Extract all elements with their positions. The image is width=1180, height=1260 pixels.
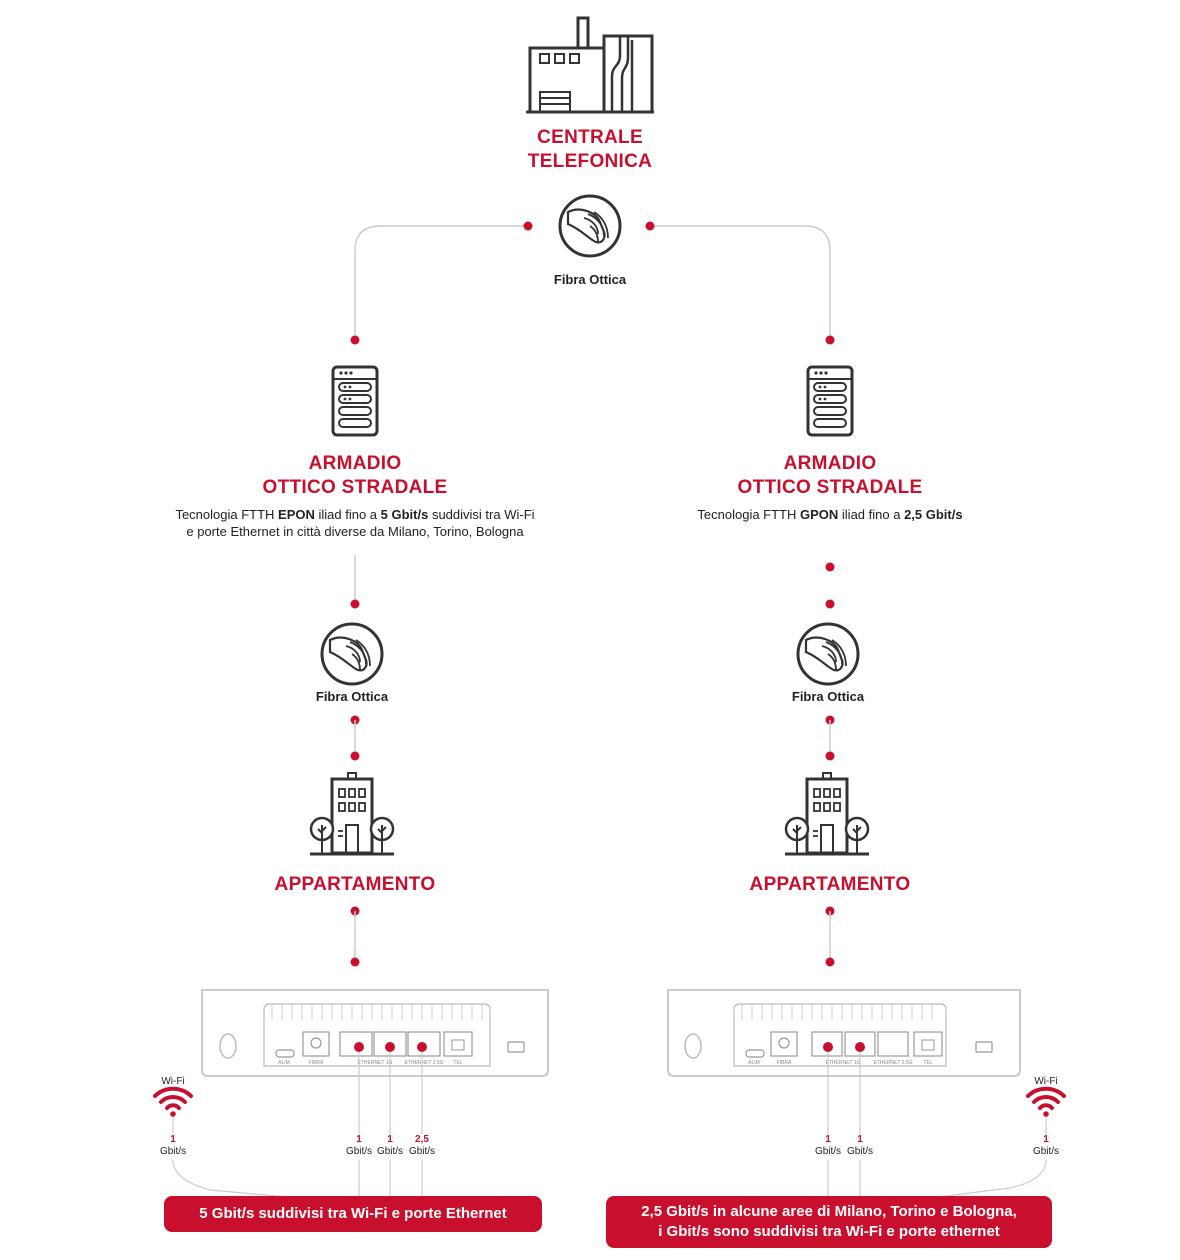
street-cabinet-icon — [333, 367, 377, 435]
fiber-optic-icon — [798, 624, 858, 684]
port-label-tel: TEL — [923, 1060, 933, 1066]
left-summary-note: 5 Gbit/s suddivisi tra Wi-Fi e porte Ethernet — [164, 1196, 542, 1232]
left-apartment-title: APPARTAMENTO — [274, 874, 436, 895]
left-desc-d: 5 Gbit/s — [380, 507, 429, 522]
right-note-line1: 2,5 Gbit/s in alcune aree di Milano, Torino e Bologna, — [641, 1203, 1017, 1220]
central-office-title — [440, 126, 740, 174]
speed-label — [153, 1134, 193, 1158]
right-cabinet-description — [620, 506, 1040, 523]
right-desc-d: 2,5 Gbit/s — [904, 507, 963, 522]
right-cabinet-title — [680, 452, 980, 500]
speed-unit: Gbit/s — [1032, 1146, 1060, 1157]
port-label-ethernet-25g: ETHERNET 2.5G — [404, 1060, 444, 1066]
left-cabinet-line1: ARMADIO — [308, 453, 402, 474]
apartment-building-icon — [785, 773, 869, 854]
speed-value: 1 — [387, 1134, 393, 1145]
fiber-label-right: Fibra Ottica — [791, 689, 865, 704]
left-desc-e: suddivisi tra Wi-Fi — [428, 507, 535, 522]
speed-value: 1 — [825, 1134, 831, 1145]
right-apartment-title: APPARTAMENTO — [749, 874, 911, 895]
port-label-ethernet-25g: ETHERNET 2.5G — [873, 1060, 913, 1066]
speed-unit: Gbit/s — [846, 1146, 874, 1157]
port-label-ethernet-1g: ETHERNET 1G — [357, 1060, 393, 1066]
right-cabinet-line1: ARMADIO — [783, 453, 877, 474]
left-desc-line2: e porte Ethernet in città diverse da Milano, Torino, Bologna — [186, 524, 524, 539]
speed-unit: Gbit/s — [408, 1146, 436, 1157]
speed-value: 1 — [857, 1134, 863, 1145]
left-cabinet-title — [205, 452, 505, 500]
port-label-alim: ALIM — [278, 1060, 290, 1066]
wifi-icon — [155, 1089, 191, 1117]
speed-value: 1 — [1043, 1134, 1049, 1145]
speed-label — [1026, 1134, 1066, 1158]
port-label-fibra: FIBRA — [776, 1060, 792, 1066]
fiber-label-left: Fibra Ottica — [315, 689, 389, 704]
left-desc-a: Tecnologia FTTH — [175, 507, 279, 522]
speed-value: 2,5 — [415, 1134, 429, 1145]
speed-value: 1 — [356, 1134, 362, 1145]
wifi-icon — [1028, 1089, 1064, 1117]
port-label-tel: TEL — [453, 1060, 463, 1066]
right-cabinet-line2: OTTICO STRADALE — [737, 477, 923, 498]
port-label-fibra: FIBRA — [308, 1060, 324, 1066]
street-cabinet-icon — [808, 367, 852, 435]
right-desc-c: iliad fino a — [838, 507, 905, 522]
speed-value: 1 — [170, 1134, 176, 1145]
central-title-line1: CENTRALE — [537, 127, 643, 148]
speed-unit: Gbit/s — [376, 1146, 404, 1157]
right-note-line2: i Gbit/s sono suddivisi tra Wi-Fi e porte ethernet — [658, 1223, 1000, 1240]
port-label-alim: ALIM — [748, 1060, 760, 1066]
speed-unit: Gbit/s — [814, 1146, 842, 1157]
speed-label — [840, 1134, 880, 1158]
right-summary-note — [606, 1196, 1052, 1248]
telephone-exchange-icon — [526, 18, 654, 112]
wifi-label-left: Wi-Fi — [161, 1076, 185, 1087]
left-desc-b: EPON — [278, 507, 315, 522]
left-desc-c: iliad fino a — [314, 507, 381, 522]
wifi-label-right: Wi-Fi — [1034, 1076, 1058, 1087]
fiber-label-top: Fibra Ottica — [553, 272, 627, 287]
speed-label — [402, 1134, 442, 1158]
port-label-ethernet-1g: ETHERNET 1G — [825, 1060, 861, 1066]
fiber-optic-icon — [560, 196, 620, 256]
speed-unit: Gbit/s — [159, 1146, 187, 1157]
apartment-building-icon — [310, 773, 394, 854]
left-cabinet-line2: OTTICO STRADALE — [262, 477, 448, 498]
right-desc-b: GPON — [800, 507, 839, 522]
right-desc-a: Tecnologia FTTH — [697, 507, 800, 522]
left-cabinet-description — [110, 506, 600, 540]
fiber-optic-icon — [322, 624, 382, 684]
speed-unit: Gbit/s — [345, 1146, 373, 1157]
central-title-line2: TELEFONICA — [527, 151, 653, 172]
